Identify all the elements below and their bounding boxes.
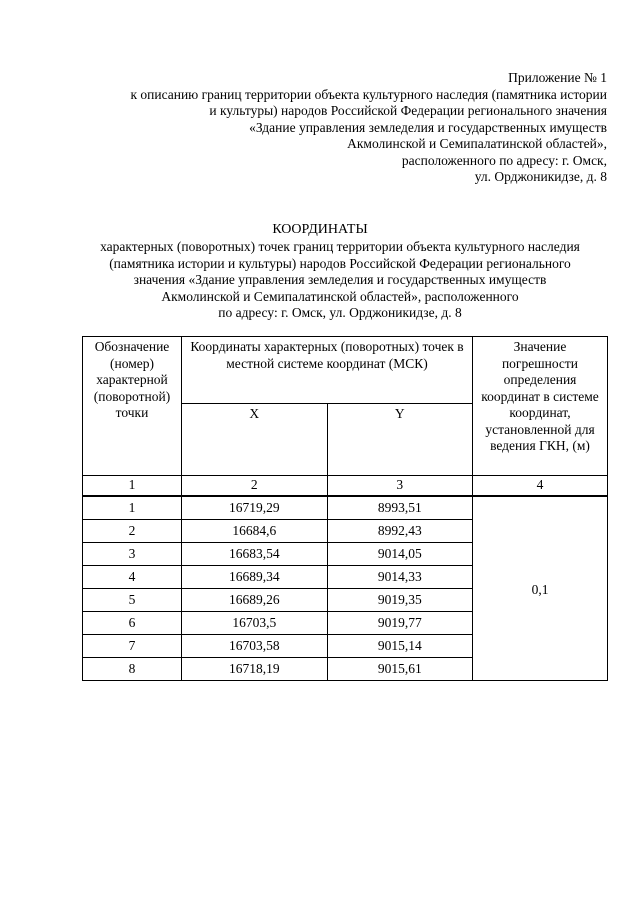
column-number: 3 — [327, 476, 473, 497]
subtitle-line: значения «Здание управления земледелия и государственных имуществ — [133, 272, 547, 287]
column-number: 4 — [473, 476, 608, 497]
document-subtitle — [40, 239, 640, 322]
cell-y: 9015,14 — [327, 635, 473, 658]
appendix-line: Приложение № 1 — [508, 70, 607, 85]
coordinates-table — [82, 336, 608, 681]
header-coordinates: Координаты характерных (поворотных) точек в местной системе координат (МСК) — [182, 337, 473, 404]
document-title: КООРДИНАТЫ — [272, 222, 368, 237]
header-point-designation: Обозначение (номер) характерной (поворотной) точки — [83, 337, 182, 476]
appendix-line: к описанию границ территории объекта культурного наследия (памятника истории — [130, 86, 607, 102]
subtitle-line: (памятника истории и культуры) народов Российской Федерации регионального — [109, 255, 571, 271]
appendix-header — [47, 70, 607, 186]
cell-y: 9019,77 — [327, 612, 473, 635]
cell-x: 16719,29 — [182, 496, 328, 520]
appendix-line: «Здание управления земледелия и государственных имуществ — [249, 119, 607, 135]
header-x: X — [182, 404, 328, 476]
header-row — [83, 337, 608, 404]
cell-y: 9014,05 — [327, 543, 473, 566]
subtitle-line: характерных (поворотных) точек границ территории объекта культурного наследия — [100, 239, 580, 254]
cell-y: 8992,43 — [327, 520, 473, 543]
cell-accuracy: 0,1 — [473, 496, 608, 681]
header-accuracy: Значение погрешности определения координат в системе координат, установленной для ведения ГКН, (м) — [473, 337, 608, 476]
cell-y: 9019,35 — [327, 589, 473, 612]
appendix-line: Акмолинской и Семипалатинской областей», — [347, 136, 607, 151]
cell-x: 16683,54 — [182, 543, 328, 566]
appendix-line: расположенного по адресу: г. Омск, — [401, 152, 607, 168]
cell-point-number: 4 — [83, 566, 182, 589]
column-number: 2 — [182, 476, 328, 497]
cell-point-number: 7 — [83, 635, 182, 658]
subtitle-line: по адресу: г. Омск, ул. Орджоникидзе, д. 8 — [218, 305, 462, 320]
cell-x: 16703,58 — [182, 635, 328, 658]
column-numbers-row — [83, 476, 608, 497]
cell-point-number: 1 — [83, 496, 182, 520]
cell-point-number: 8 — [83, 658, 182, 681]
cell-x: 16718,19 — [182, 658, 328, 681]
cell-y: 9014,33 — [327, 566, 473, 589]
header-y: Y — [327, 404, 473, 476]
subtitle-line: Акмолинской и Семипалатинской областей», расположенного — [161, 288, 519, 304]
column-number: 1 — [83, 476, 182, 497]
cell-x: 16684,6 — [182, 520, 328, 543]
cell-point-number: 2 — [83, 520, 182, 543]
cell-x: 16703,5 — [182, 612, 328, 635]
appendix-line: ул. Орджоникидзе, д. 8 — [474, 169, 607, 184]
cell-point-number: 5 — [83, 589, 182, 612]
table-row — [83, 496, 608, 520]
cell-point-number: 3 — [83, 543, 182, 566]
cell-x: 16689,26 — [182, 589, 328, 612]
cell-x: 16689,34 — [182, 566, 328, 589]
cell-y: 8993,51 — [327, 496, 473, 520]
cell-y: 9015,61 — [327, 658, 473, 681]
cell-point-number: 6 — [83, 612, 182, 635]
appendix-line: и культуры) народов Российской Федерации регионального значения — [209, 103, 607, 118]
